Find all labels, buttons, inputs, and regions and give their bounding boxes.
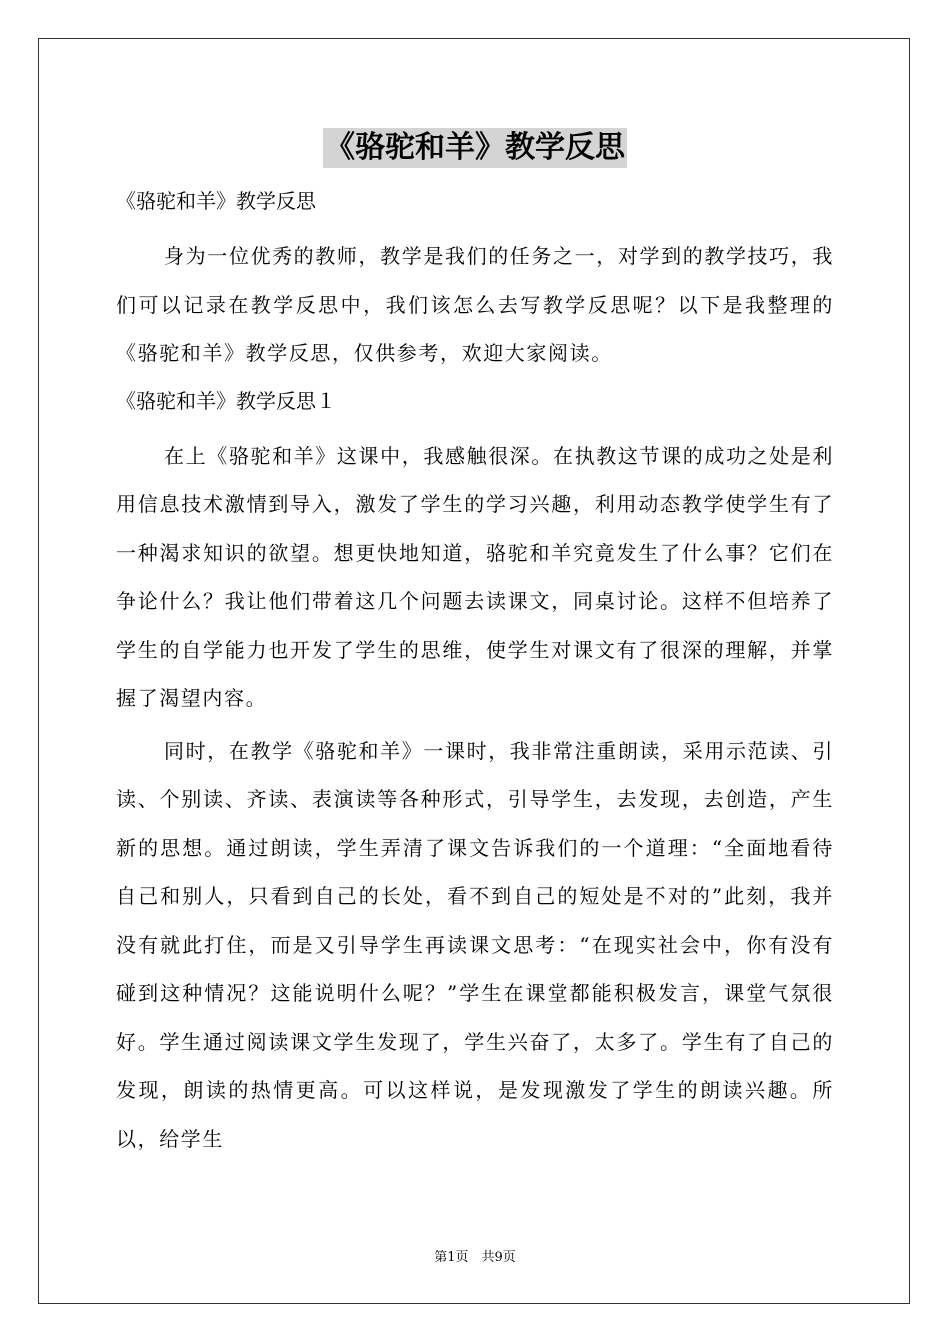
page-footer [0, 1246, 950, 1265]
section-heading-1: 《骆驼和羊》教学反思１ [116, 388, 336, 413]
intro-paragraph: 身为一位优秀的教师，教学是我们的任务之一，对学到的教学技巧，我们可以记录在教学反思中，我们该怎么去写教学反思呢？以下是我整理的《骆驼和羊》教学反思，仅供参考，欢迎大家阅读。 [116, 244, 834, 365]
body-paragraph-1: 在上《骆驼和羊》这课中，我感触很深。在执教这节课的成功之处是利用信息技术激情到导入，激发了学生的学习兴趣，利用动态教学使学生有了一种渴求知识的欲望。想更快地知道，骆驼和羊究竟发生了什么事？它们在争论什么？我让他们带着这几个问题去读课文，同桌讨论。这样不但培养了学生的自学能力也开发了学生的思维，使学生对课文有了很深的理解，并掌握了渴望内容。 [116, 443, 834, 710]
title-container [0, 128, 950, 168]
page-number: 第1页 共9页 [434, 1250, 516, 1265]
document-subtitle: 《骆驼和羊》教学反思 [116, 189, 316, 213]
body-paragraph-2: 同时，在教学《骆驼和羊》一课时，我非常注重朗读，采用示范读、引读、个别读、齐读、表演读等各种形式，引导学生，去发现，去创造，产生新的思想。通过朗读，学生弄清了课文告诉我们的一个道理：“全面地看待自己和别人，只看到自己的长处，看不到自己的短处是不对的”此刻，我并没有就此打住，而是又引导学生再读课文思考：“在现实社会中，你有没有碰到这种情况？这能说明什么呢？”学生在课堂都能积极发言，课堂气氛很好。学生通过阅读课文学生发现了，学生兴奋了，太多了。学生有了自己的发现，朗读的热情更高。可以这样说，是发现激发了学生的朗读兴趣。所以，给学生 [116, 738, 834, 1151]
document-title: 《骆驼和羊》教学反思 [323, 128, 627, 168]
document-body [116, 184, 834, 1163]
